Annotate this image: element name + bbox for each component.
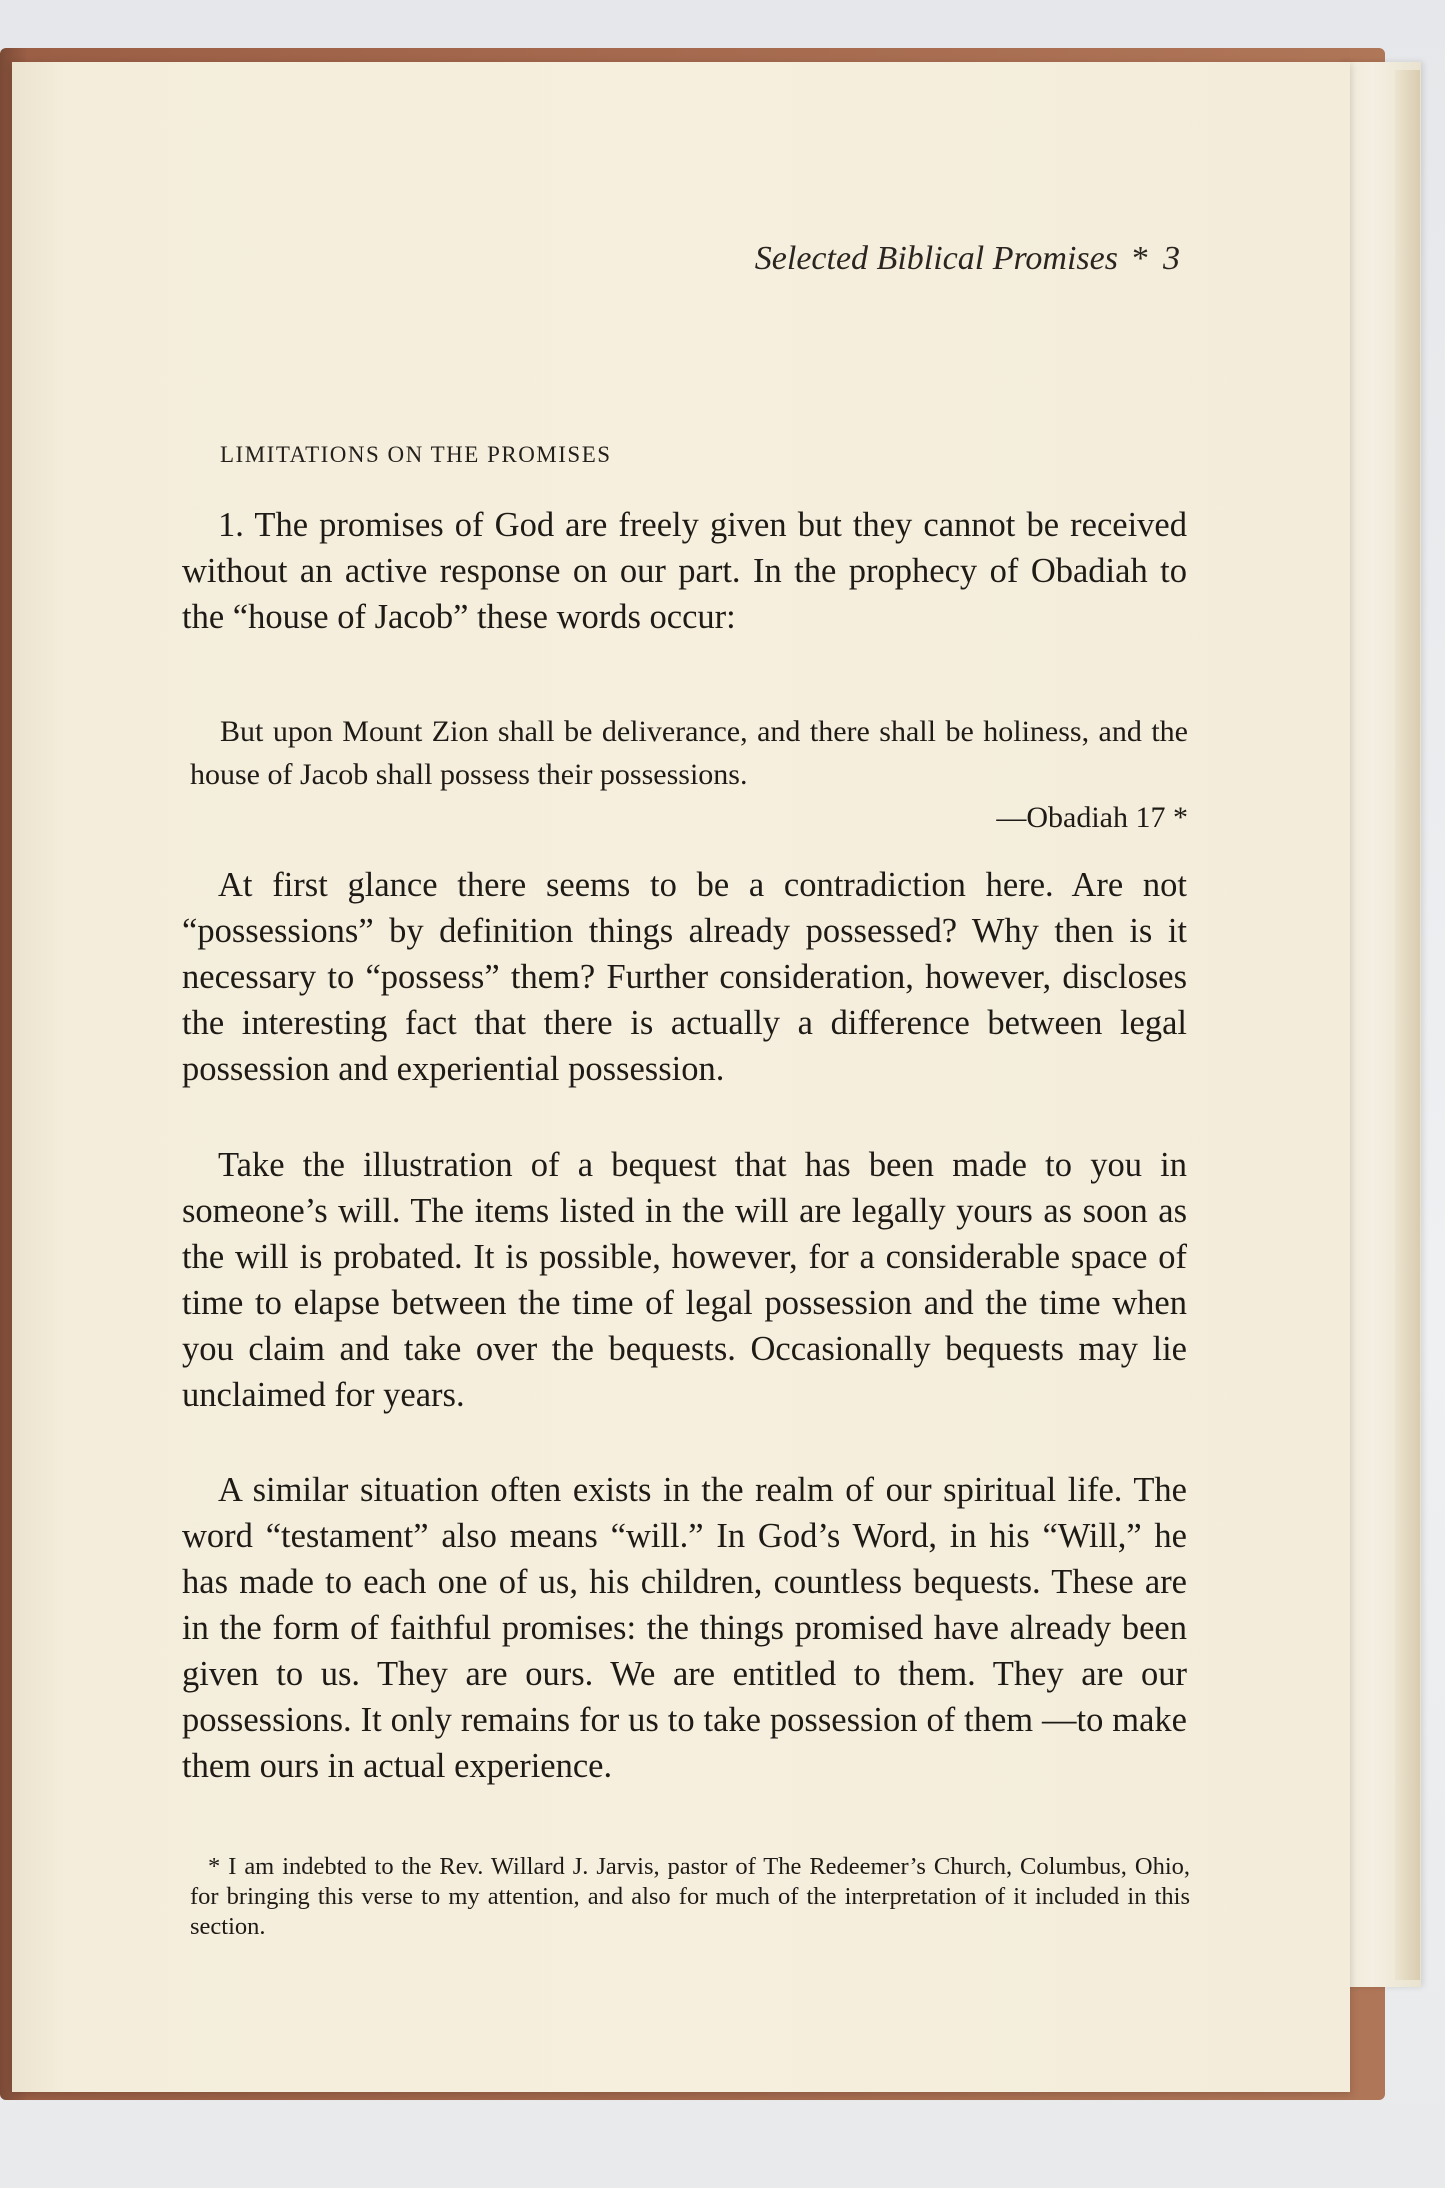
- running-head-title: Selected Biblical Promises: [754, 240, 1118, 277]
- footnote: * I am indebted to the Rev. Willard J. Jarvis, pastor of The Redeemer’s Church, Columbus, Ohio, for bringing this verse to my attention, and also for much of the interpretation of it included in this section.: [190, 1853, 1190, 1940]
- paragraph-2: At first glance there seems to be a contradiction here. Are not “possessions” by definition things already possessed? Why then is it necessary to “possess” them? Further consideration, however, discloses the interesting fact that there is actually a difference between legal possession and experiential possession.: [182, 866, 1187, 1088]
- running-head: [755, 240, 1180, 278]
- page-number: 3: [1163, 240, 1180, 277]
- book-page: [12, 62, 1350, 2092]
- paragraph-3: Take the illustration of a bequest that has been made to you in someone’s will. The items listed in the will are legally yours as soon as the will is probated. It is possible, however, for a considerable space of time to elapse between the time of legal possession and the time when you claim and take over the bequests. Occasionally bequests may lie unclaimed for years.: [182, 1146, 1187, 1414]
- section-heading: LIMITATIONS ON THE PROMISES: [220, 442, 612, 467]
- quote-text: But upon Mount Zion shall be deliverance, and there shall be holiness, and the house of Jacob shall possess their possessions.: [190, 715, 1188, 791]
- paragraph-4: A similar situation often exists in the realm of our spiritual life. The word “testament” also means “will.” In God’s Word, in his “Will,” he has made to each one of us, his children, countless bequests. These are in the form of faithful promises: the things promised have already been given to us. They are ours. We are entitled to them. They are our possessions. It only remains for us to take possession of them —to make them ours in actual experience.: [182, 1471, 1187, 1785]
- paragraph-1: 1. The promises of God are freely given but they cannot be received without an active response on our part. In the prophecy of Obadiah to the “house of Jacob” these words occur:: [182, 506, 1187, 636]
- page-edges-outer: [1395, 70, 1420, 1980]
- running-head-separator: *: [1132, 240, 1149, 277]
- block-quote: [190, 710, 1188, 839]
- quote-citation: —Obadiah 17 *: [996, 801, 1188, 834]
